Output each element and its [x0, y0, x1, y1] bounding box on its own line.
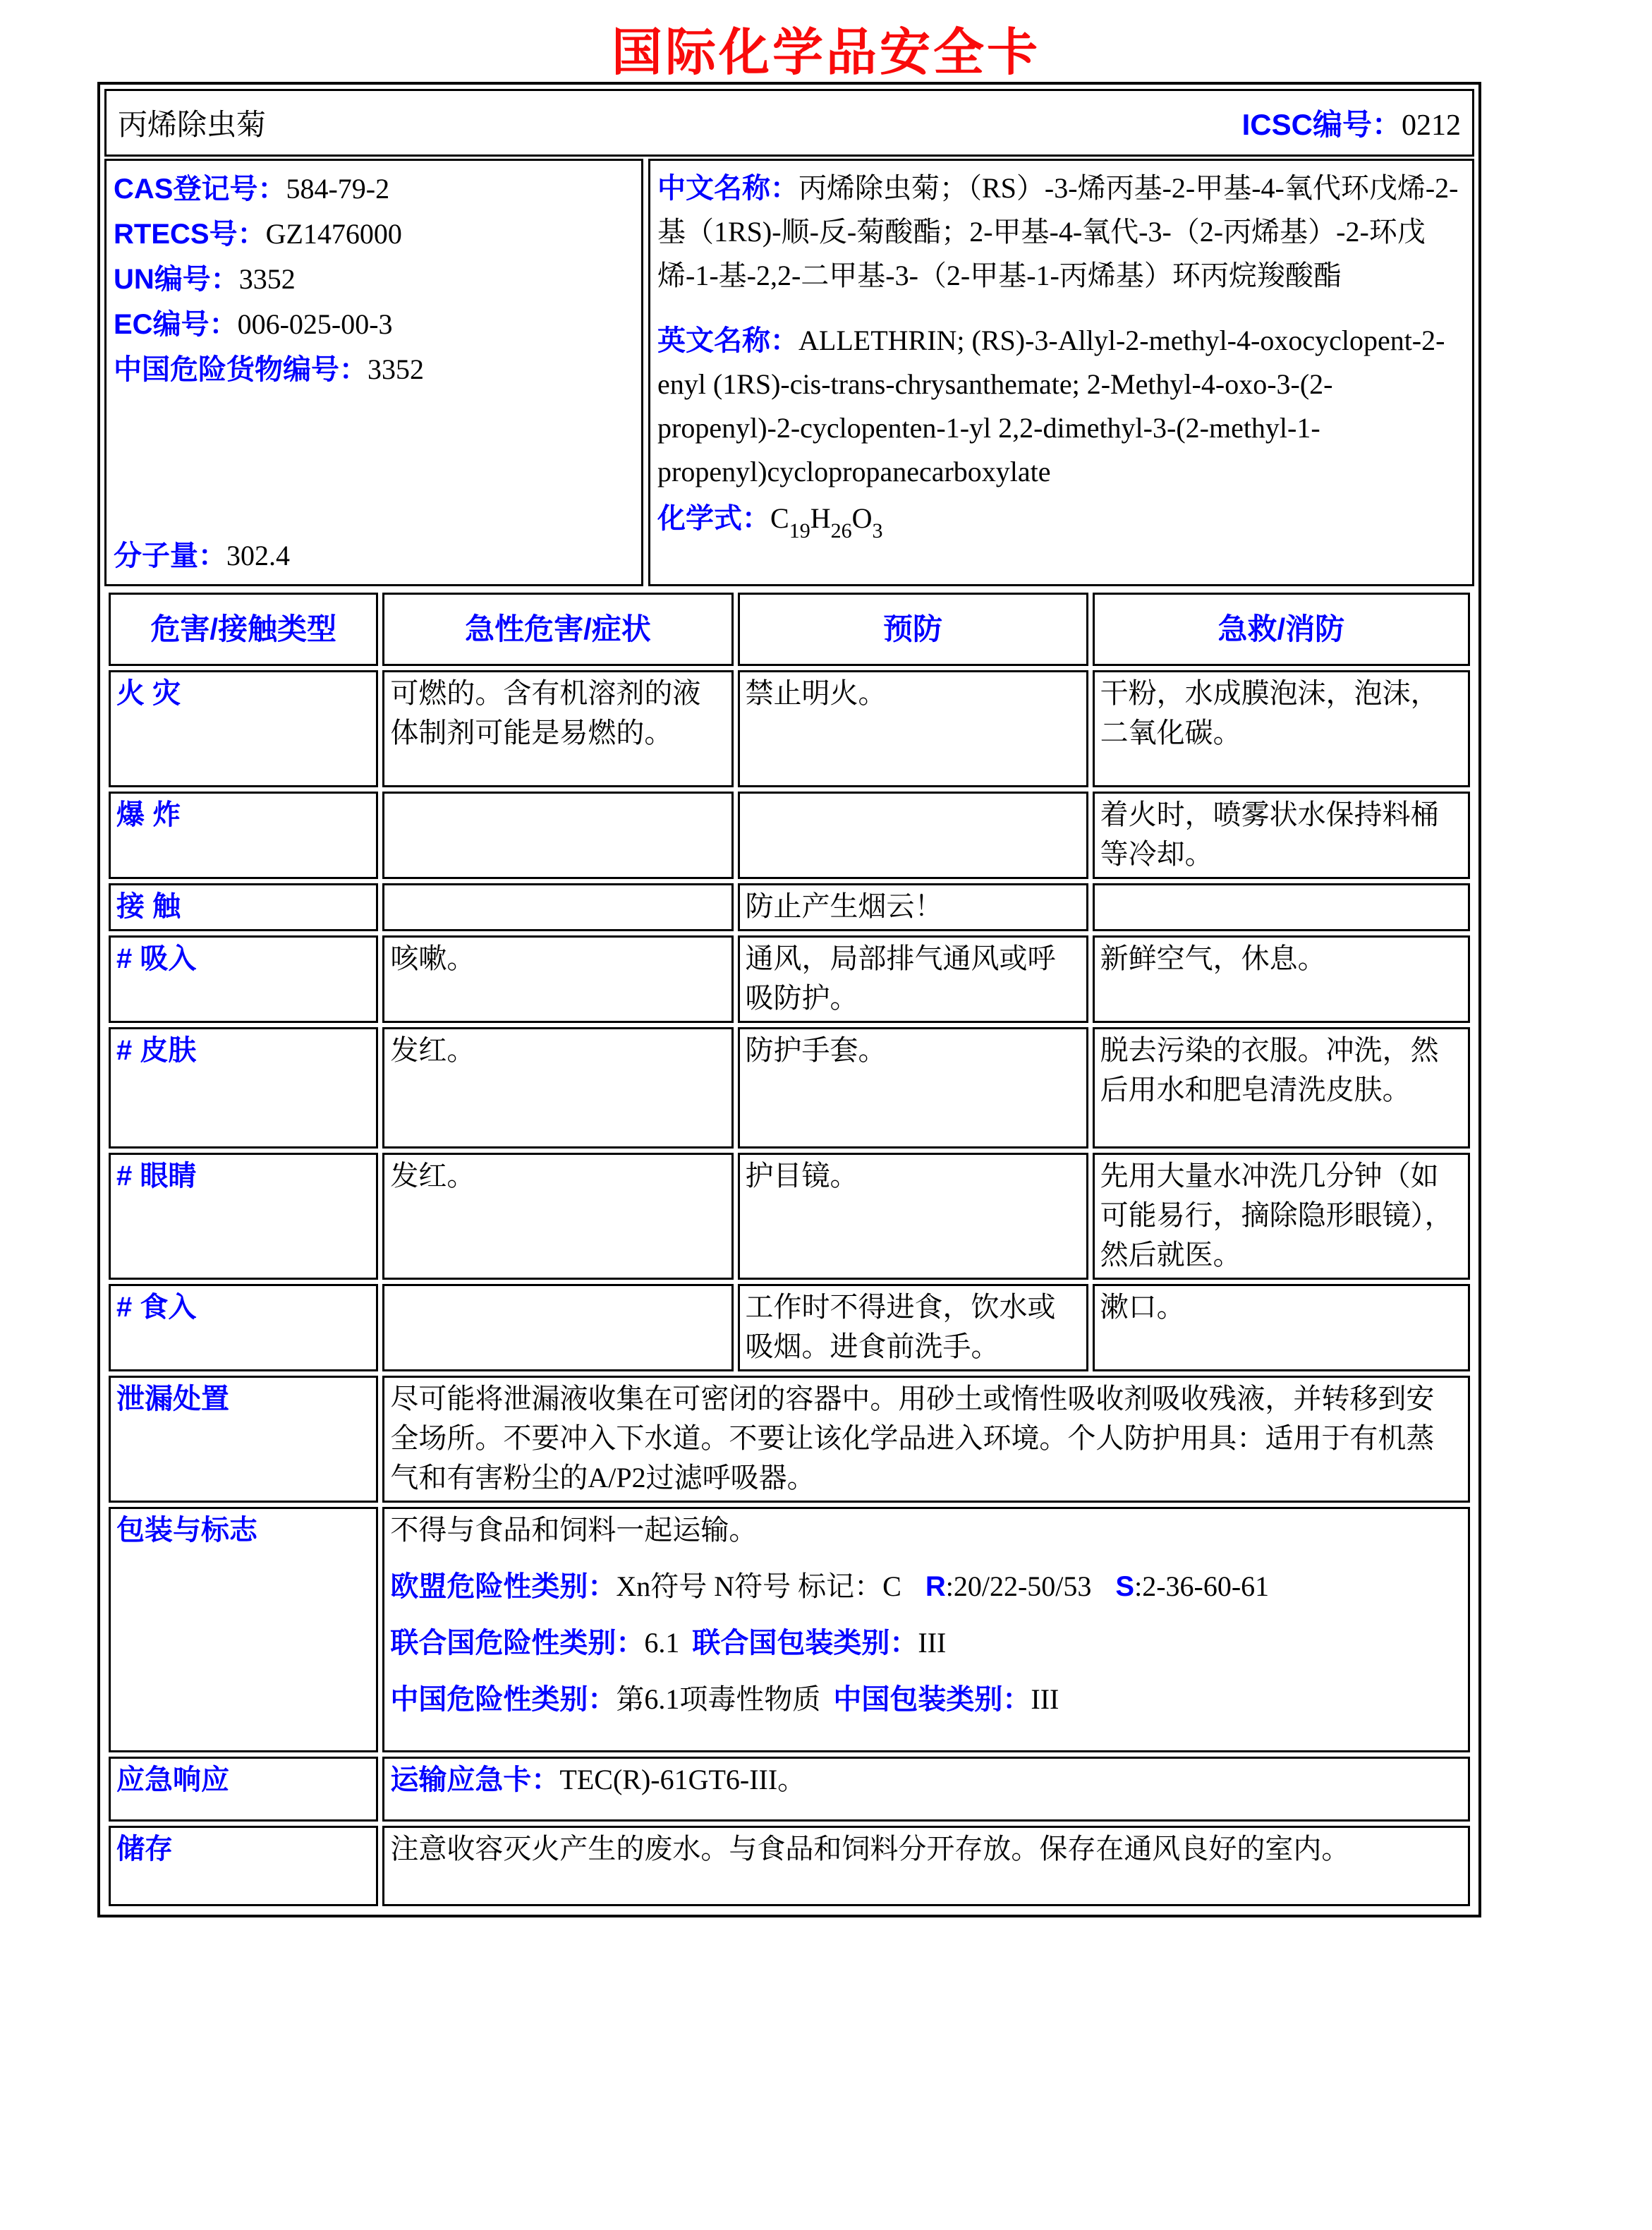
skin-symptoms: 发红。 — [382, 1027, 733, 1149]
table-row — [109, 1376, 1470, 1503]
fire-firstaid: 干粉，水成膜泡沫，泡沫，二氧化碳。 — [1093, 670, 1470, 787]
ingestion-firstaid: 漱口。 — [1093, 1284, 1470, 1371]
un-packing-group-label: 联合国包装类别： — [692, 1628, 918, 1659]
un-packing-group-value: III — [918, 1627, 947, 1659]
packaging-labeling-cell — [382, 1507, 1470, 1752]
fire-prevention: 禁止明火。 — [738, 670, 1088, 787]
inhalation-symptoms: 咳嗽。 — [382, 935, 733, 1023]
row-label-packaging-labeling: 包装与标志 — [109, 1507, 378, 1752]
transport-emergency-card-value: TEC(R)-61GT6-III。 — [559, 1764, 806, 1795]
skin-firstaid: 脱去污染的衣服。冲洗，然后用水和肥皂清洗皮肤。 — [1093, 1027, 1470, 1149]
row-label-storage: 储存 — [109, 1826, 378, 1906]
table-row — [109, 935, 1470, 1023]
eyes-symptoms: 发红。 — [382, 1153, 733, 1280]
china-dg-number-line — [114, 347, 634, 392]
china-dg-number-label: 中国危险货物编号： — [114, 354, 368, 385]
chemical-formula-label: 化学式： — [657, 503, 770, 534]
header-hazard-type: 危害/接触类型 — [109, 593, 378, 666]
row-label-contact: 接 触 — [109, 883, 378, 931]
table-row — [109, 1027, 1470, 1149]
table-row — [109, 670, 1470, 787]
molecular-weight-label: 分子量： — [114, 540, 226, 571]
ec-number-label: EC编号： — [114, 309, 238, 340]
eyes-prevention: 护目镜。 — [738, 1153, 1088, 1280]
china-class-line — [390, 1680, 1462, 1719]
ec-number-line — [114, 302, 634, 347]
explosion-firstaid: 着火时，喷雾状水保持料桶等冷却。 — [1093, 792, 1470, 879]
table-row — [109, 883, 1470, 931]
english-name-value: ALLETHRIN; (RS)-3-Allyl-2-methyl-4-oxocyclopent-2-enyl (1RS)-cis-trans-chrysanthemate; 2-Methyl-4-oxo-3-(2-propenyl)-2-cyclopenten-1-yl 2,2-dimethyl-3-(2-methyl-1-propenyl)cyclopropanecarboxylate — [657, 325, 1445, 487]
row-label-spill-disposal: 泄漏处置 — [109, 1376, 378, 1503]
chinese-name-value: 丙烯除虫菊；（RS）-3-烯丙基-2-甲基-4-氧代环戊烯-2-基（1RS)-顺-反-菊酸酯；2-甲基-4-氧代-3-（2-丙烯基）-2-环戊烯-1-基-2,2-二甲基-3-（2-甲基-1-丙烯基）环丙烷羧酸酯 — [657, 172, 1459, 291]
eyes-firstaid: 先用大量水冲洗几分钟（如可能易行，摘除隐形眼镜），然后就医。 — [1093, 1153, 1470, 1280]
molecular-weight-line — [114, 533, 634, 578]
english-name-paragraph — [657, 319, 1461, 494]
chemical-name: 丙烯除虫菊 — [118, 109, 267, 142]
eu-hazard-class-line — [390, 1567, 1462, 1606]
china-dg-number-value: 3352 — [368, 353, 424, 385]
header-firstaid-firefighting: 急救/消防 — [1093, 593, 1470, 666]
table-row — [109, 1284, 1470, 1371]
rtecs-number-label: RTECS号： — [114, 219, 266, 250]
un-number-label: UN编号： — [114, 264, 239, 295]
table-row — [109, 1153, 1470, 1280]
icsc-number-field — [1242, 102, 1461, 144]
explosion-symptoms — [382, 792, 733, 879]
chemical-formula-line — [657, 497, 1461, 553]
identifiers-cell — [104, 159, 643, 586]
row-label-ingestion: # 食入 — [109, 1284, 378, 1371]
inhalation-firstaid: 新鲜空气，休息。 — [1093, 935, 1470, 1023]
china-packing-group-label: 中国包装类别： — [833, 1684, 1031, 1715]
row-label-skin: # 皮肤 — [109, 1027, 378, 1149]
table-row — [109, 1757, 1470, 1822]
row-label-inhalation: # 吸入 — [109, 935, 378, 1023]
un-hazard-class-label: 联合国危险性类别： — [390, 1628, 645, 1659]
safety-card — [97, 82, 1481, 1917]
storage-text: 注意收容灭火产生的废水。与食品和饲料分开存放。保存在通风良好的室内。 — [382, 1826, 1470, 1906]
explosion-prevention — [738, 792, 1088, 879]
r-phrases-value: :20/22-50/53 — [945, 1570, 1092, 1602]
eu-hazard-class-label: 欧盟危险性类别： — [390, 1571, 617, 1602]
table-row — [109, 1826, 1470, 1906]
hazard-table-header-row — [109, 593, 1470, 666]
ingestion-prevention: 工作时不得进食，饮水或吸烟。进食前洗手。 — [738, 1284, 1088, 1371]
ec-number-value: 006-025-00-3 — [237, 308, 393, 340]
un-hazard-class-value: 6.1 — [644, 1627, 680, 1659]
page-title: 国际化学品安全卡 — [611, 23, 1040, 82]
row-label-eyes: # 眼睛 — [109, 1153, 378, 1280]
header-prevention: 预防 — [738, 593, 1088, 666]
chemical-formula-value: $C_{19}H_{26}O_3$ — [770, 502, 883, 543]
fire-symptoms: 可燃的。含有机溶剂的液体制剂可能是易燃的。 — [382, 670, 733, 787]
spill-disposal-text: 尽可能将泄漏液收集在可密闭的容器中。用砂土或惰性吸收剂吸收残液，并转移到安全场所。不要冲入下水道。不要让该化学品进入环境。个人防护用具：适用于有机蒸气和有害粉尘的A/P2过滤呼吸器。 — [382, 1376, 1470, 1503]
un-class-line — [390, 1623, 1462, 1663]
packaging-transport-note: 不得与食品和饲料一起运输。 — [390, 1514, 758, 1546]
contact-firstaid — [1093, 883, 1470, 931]
ingestion-symptoms — [382, 1284, 733, 1371]
icsc-number-value: 0212 — [1402, 109, 1461, 142]
header-acute-symptoms: 急性危害/症状 — [382, 593, 733, 666]
emergency-response-cell — [382, 1757, 1470, 1822]
table-row — [109, 792, 1470, 879]
rtecs-number-value: GZ1476000 — [265, 218, 402, 250]
transport-emergency-card-label: 运输应急卡： — [390, 1764, 560, 1795]
eu-hazard-class-value: Xn符号 N符号 标记：C — [616, 1570, 901, 1602]
skin-prevention: 防护手套。 — [738, 1027, 1088, 1149]
contact-prevention: 防止产生烟云！ — [738, 883, 1088, 931]
card-header — [104, 89, 1474, 157]
hazard-table — [104, 588, 1474, 1910]
icsc-number-label: ICSC编号： — [1241, 108, 1402, 141]
row-label-emergency-response: 应急响应 — [109, 1757, 378, 1822]
inhalation-prevention: 通风，局部排气通风或呼吸防护。 — [738, 935, 1088, 1023]
china-hazard-class-label: 中国危险性类别： — [390, 1684, 617, 1715]
cas-number-value: 584-79-2 — [286, 173, 390, 205]
un-number-value: 3352 — [238, 263, 296, 295]
s-phrases-value: :2-36-60-61 — [1134, 1570, 1270, 1602]
molecular-weight-value: 302.4 — [226, 540, 290, 571]
info-section — [104, 159, 1474, 586]
english-name-label: 英文名称： — [657, 325, 798, 356]
cas-number-label: CAS登记号： — [114, 174, 286, 205]
names-cell — [648, 159, 1474, 586]
rtecs-number-line — [114, 212, 634, 257]
contact-symptoms — [382, 883, 733, 931]
cas-number-line — [114, 166, 634, 212]
chinese-name-label: 中文名称： — [657, 173, 798, 204]
china-packing-group-value: III — [1031, 1683, 1059, 1715]
row-label-explosion: 爆 炸 — [109, 792, 378, 879]
s-phrases-label: S — [1115, 1571, 1135, 1602]
r-phrases-label: R — [925, 1571, 946, 1602]
table-row — [109, 1507, 1470, 1752]
chinese-name-paragraph — [657, 166, 1461, 298]
china-hazard-class-value: 第6.1项毒性物质 — [616, 1683, 821, 1715]
row-label-fire: 火 灾 — [109, 670, 378, 787]
un-number-line — [114, 257, 634, 302]
